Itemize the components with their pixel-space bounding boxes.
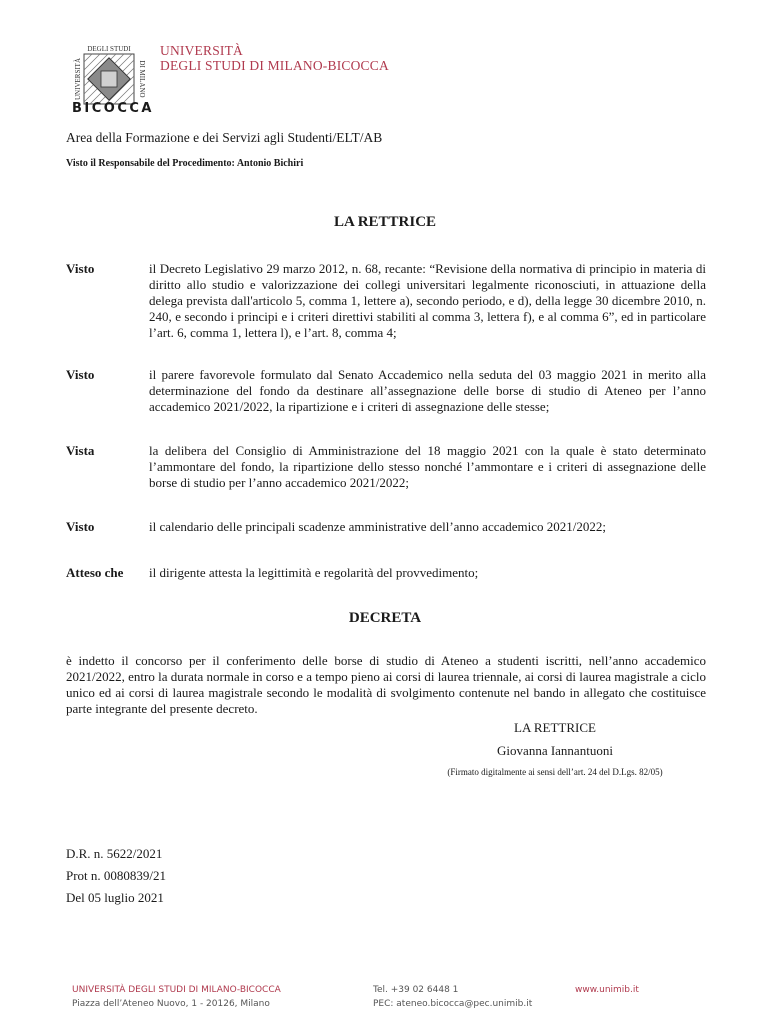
protocol-number: Prot n. 0080839/21 xyxy=(66,868,167,883)
university-name-line1: UNIVERSITÀ xyxy=(160,43,243,58)
recital-label: Visto xyxy=(66,367,95,382)
footer-address-block xyxy=(72,983,281,1011)
recital-text: la delibera del Consiglio di Amministrazione del 18 maggio 2021 con la quale è stato determinato l’ammontare del fondo, la ripartizione dello stesso nonché l’ammontare e i criteri di assegnazione delle borse di studio per l’anno accademico 2021/2022; xyxy=(149,443,706,490)
procedure-responsible: Visto il Responsabile del Procedimento: Antonio Bichiri xyxy=(66,158,304,169)
signature-note: (Firmato digitalmente ai sensi dell’art. 24 del D.Lgs. 82/05) xyxy=(447,767,663,777)
recital-text: il Decreto Legislativo 29 marzo 2012, n. 68, recante: “Revisione della normativa di principio in materia di diritto allo studio e valorizzazione dei collegi universitari legalmente riconosciuti, in attuazione della delega prevista dall'articolo 5, comma 1, lettere a), secondo periodo, e d), della legge 30 dicembre 2010, n. 240, e secondo i principi e i criteri direttivi stabiliti al comma 3, lettera f), e al comma 6”, ed in particolare l’art. 6, comma 1, lettera l), e l’art. 8, comma 4; xyxy=(149,261,706,340)
decree-number: D.R. n. 5622/2021 xyxy=(66,846,163,861)
recital-text: il calendario delle principali scadenze amministrative dell’anno accademico 2021/2022; xyxy=(149,519,606,534)
signature-role: LA RETTRICE xyxy=(514,720,596,735)
logo-side-right: DI MILANO xyxy=(138,60,146,98)
footer-university: UNIVERSITÀ DEGLI STUDI DI MILANO-BICOCCA xyxy=(72,985,281,995)
recital-text: il dirigente attesta la legittimità e regolarità del provvedimento; xyxy=(149,565,479,580)
recital-label: Visto xyxy=(66,261,95,276)
university-name-line2: DEGLI STUDI DI MILANO-BICOCCA xyxy=(160,58,389,73)
decree-date: Del 05 luglio 2021 xyxy=(66,890,164,905)
recital-text: il parere favorevole formulato dal Senato Accademico nella seduta del 03 maggio 2021 in merito alla determinazione del fondo da destinare all’assegnazione delle borse di studio di Ateneo per l’anno accademico 2021/2022, la ripartizione e i criteri di assegnazione delle stesse; xyxy=(149,367,706,414)
signature-name: Giovanna Iannantuoni xyxy=(497,743,613,758)
footer-tel: Tel. +39 02 6448 1 xyxy=(373,985,459,995)
logo-side-top: DEGLI STUDI xyxy=(87,45,131,53)
recital-label: Visto xyxy=(66,519,95,534)
logo-side-left: UNIVERSITÀ xyxy=(74,58,82,100)
university-name xyxy=(160,43,389,73)
footer-pec: PEC: ateneo.bicocca@pec.unimib.it xyxy=(373,999,533,1009)
recital-label: Vista xyxy=(66,443,95,458)
footer-website-link[interactable]: www.unimib.it xyxy=(575,985,639,995)
office-area: Area della Formazione e dei Servizi agli Studenti/ELT/AB xyxy=(66,130,383,145)
decree-text: è indetto il concorso per il conferimento delle borse di studio di Ateneo a studenti iscritti, nell’anno accademico 2021/2022, entro la durata normale in corso e a tempo pieno ai corsi di laurea triennale, ai corsi di laurea magistrale a ciclo unico ed ai corsi di laurea magistrale secondo le modalità di svolgimento contenute nel bando in allegato che costituisce parte integrante del presente decreto. xyxy=(66,653,706,716)
footer-contact-block xyxy=(373,983,532,1011)
document-title: LA RETTRICE xyxy=(333,214,437,230)
logo-wordmark: BICOCCA xyxy=(72,101,154,116)
decreta-heading: DECRETA xyxy=(348,610,422,626)
footer-address: Piazza dell’Ateneo Nuovo, 1 - 20126, Milano xyxy=(72,999,270,1009)
recital-label: Atteso che xyxy=(66,565,124,580)
